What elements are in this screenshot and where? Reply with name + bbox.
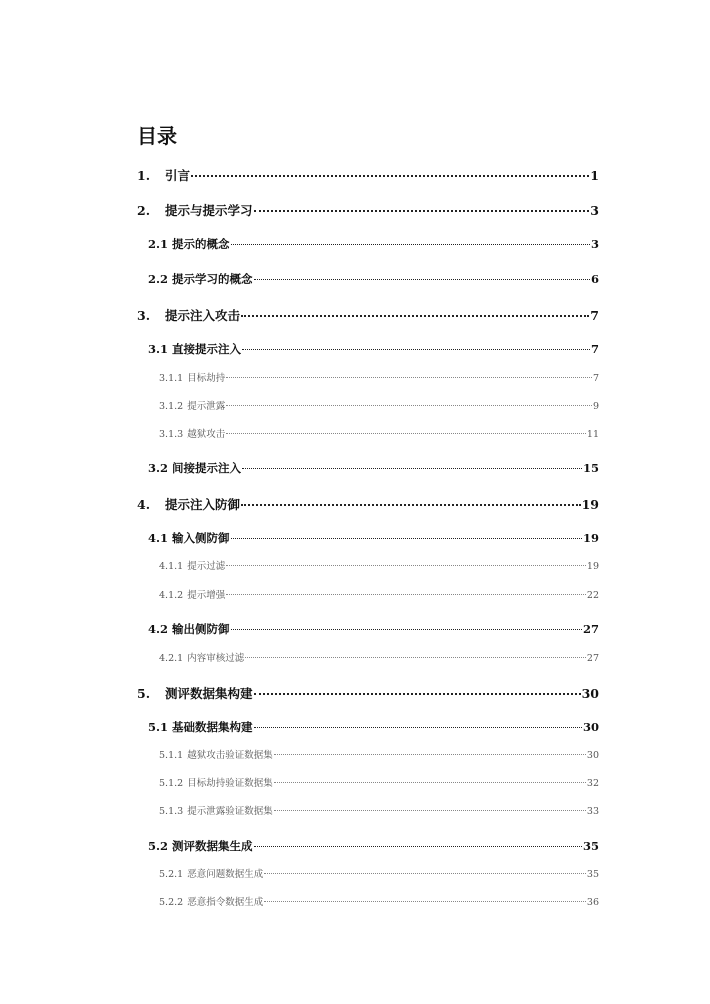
toc-entry-number: 4.2.1 (159, 653, 184, 664)
toc-entry-number: 4. (137, 497, 151, 512)
toc-entry[interactable] (0, 803, 710, 817)
toc-entry-label: 提示泄露验证数据集 (187, 806, 273, 817)
toc-entry-number: 5.1 (148, 720, 169, 734)
toc-entry-number: 3.1 (148, 342, 169, 356)
toc-entry-label: 目标劫持验证数据集 (187, 778, 273, 789)
toc-leader-dots (242, 467, 582, 469)
toc-entry[interactable] (0, 894, 710, 908)
toc-leader-dots (274, 809, 586, 811)
toc-leader-dots (254, 692, 581, 695)
toc-entry[interactable] (0, 747, 710, 761)
toc-entry-page: 30 (586, 750, 599, 761)
toc-leader-dots (254, 278, 590, 280)
toc-entry-label: 提示过滤 (187, 561, 226, 572)
toc-entry[interactable] (0, 341, 710, 357)
toc-entry-page: 9 (592, 401, 599, 412)
toc-entry-page: 15 (582, 461, 599, 475)
toc-entry[interactable] (0, 166, 710, 184)
toc-entry-label: 输出侧防御 (172, 622, 230, 636)
toc-entry[interactable] (0, 201, 710, 219)
toc-leader-dots (274, 753, 586, 755)
toc-entry-page: 35 (582, 839, 599, 853)
toc-entry[interactable] (0, 426, 710, 440)
toc-entry-label: 输入侧防御 (172, 531, 230, 545)
toc-leader-dots (231, 628, 582, 630)
toc-entry-label: 越狱攻击 (187, 429, 226, 440)
toc-entry-number: 3.1.3 (159, 429, 184, 440)
toc-entry[interactable] (0, 838, 710, 854)
toc-entry[interactable] (0, 775, 710, 789)
toc-entry-label: 目标劫持 (187, 373, 226, 384)
toc-entry-number: 5.2.1 (159, 869, 184, 880)
toc-leader-dots (231, 537, 582, 539)
toc-entry-number: 5.1.1 (159, 750, 184, 761)
toc-leader-dots (226, 593, 586, 595)
toc-entry-number: 3.2 (148, 461, 169, 475)
toc-entry-label: 提示的概念 (172, 237, 230, 251)
toc-entry-label: 引言 (165, 168, 191, 183)
toc-leader-dots (241, 314, 589, 317)
toc-entry[interactable] (0, 684, 710, 702)
toc-entry-number: 1. (137, 168, 151, 183)
toc-entry[interactable] (0, 719, 710, 735)
toc-entry[interactable] (0, 398, 710, 412)
toc-leader-dots (274, 781, 586, 783)
toc-entry-number: 4.1.2 (159, 590, 184, 601)
toc-leader-dots (254, 726, 582, 728)
toc-entry[interactable] (0, 495, 710, 513)
toc-entry-label: 恶意指令数据生成 (187, 897, 264, 908)
toc-entry-page: 35 (586, 869, 599, 880)
toc-entry-label: 基础数据集构建 (172, 720, 253, 734)
page-title: 目录 (137, 124, 177, 148)
toc-entry-label: 恶意问题数据生成 (187, 869, 264, 880)
toc-entry-number: 5.1.2 (159, 778, 184, 789)
toc-entry-label: 提示增强 (187, 590, 226, 601)
toc-entry-number: 5.2.2 (159, 897, 184, 908)
toc-entry-number: 4.1 (148, 531, 169, 545)
toc-entry-page: 22 (586, 590, 599, 601)
toc-entry[interactable] (0, 530, 710, 546)
toc-entry-page: 36 (586, 897, 599, 908)
toc-entry-number: 3. (137, 308, 151, 323)
toc-entry-label: 提示泄露 (187, 401, 226, 412)
toc-leader-dots (242, 348, 590, 350)
toc-leader-dots (226, 432, 586, 434)
toc-entry-number: 5. (137, 686, 151, 701)
toc-entry-label: 直接提示注入 (172, 342, 242, 356)
toc-entry-page: 3 (590, 203, 599, 218)
toc-entry[interactable] (0, 236, 710, 252)
toc-entry-page: 30 (581, 686, 599, 701)
toc-entry[interactable] (0, 370, 710, 384)
toc-entry-label: 内容审核过滤 (187, 653, 245, 664)
toc-entry-page: 11 (586, 429, 599, 440)
toc-entry[interactable] (0, 650, 710, 664)
toc-entry-label: 间接提示注入 (172, 461, 242, 475)
toc-entry[interactable] (0, 558, 710, 572)
toc-entry-label: 测评数据集构建 (165, 686, 253, 701)
toc-entry[interactable] (0, 587, 710, 601)
toc-entry[interactable] (0, 866, 710, 880)
toc-leader-dots (264, 872, 586, 874)
toc-entry-page: 27 (582, 622, 599, 636)
toc-leader-dots (245, 656, 586, 658)
toc-leader-dots (231, 243, 590, 245)
toc-entry-number: 2. (137, 203, 151, 218)
toc-entry-page: 7 (590, 342, 599, 356)
toc-entry-number: 5.2 (148, 839, 169, 853)
toc-entry-label: 提示与提示学习 (165, 203, 253, 218)
toc-leader-dots (191, 174, 589, 177)
toc-entry-page: 6 (590, 272, 599, 286)
toc-entry-page: 1 (590, 168, 599, 183)
toc-leader-dots (226, 404, 592, 406)
toc-entry-page: 19 (586, 561, 599, 572)
toc-entry-label: 提示注入攻击 (165, 308, 241, 323)
toc-entry[interactable] (0, 271, 710, 287)
toc-entry-page: 33 (586, 806, 599, 817)
toc-entry-page: 19 (582, 531, 599, 545)
toc-entry-label: 提示注入防御 (165, 497, 241, 512)
toc-entry-page: 32 (586, 778, 599, 789)
toc-entry-number: 2.2 (148, 272, 169, 286)
toc-leader-dots (226, 564, 586, 566)
toc-entry-number: 2.1 (148, 237, 169, 251)
toc-entry-label: 越狱攻击验证数据集 (187, 750, 273, 761)
toc-leader-dots (226, 376, 592, 378)
toc-entry-number: 3.1.1 (159, 373, 184, 384)
toc-entry[interactable] (0, 621, 710, 637)
toc-entry-page: 7 (590, 308, 599, 323)
toc-leader-dots (254, 845, 582, 847)
toc-entry-number: 5.1.3 (159, 806, 184, 817)
toc-entry-page: 7 (592, 373, 599, 384)
toc-entry-page: 3 (590, 237, 599, 251)
toc-entry[interactable] (0, 460, 710, 476)
toc-entry-number: 4.2 (148, 622, 169, 636)
toc-leader-dots (241, 503, 581, 506)
toc-entry[interactable] (0, 306, 710, 324)
toc-entry-number: 3.1.2 (159, 401, 184, 412)
toc-entry-label: 测评数据集生成 (172, 839, 253, 853)
toc-leader-dots (264, 900, 586, 902)
toc-entry-label: 提示学习的概念 (172, 272, 253, 286)
toc-entry-page: 30 (582, 720, 599, 734)
toc-leader-dots (254, 209, 590, 212)
toc-entry-number: 4.1.1 (159, 561, 184, 572)
toc-entry-page: 19 (581, 497, 599, 512)
toc-entry-page: 27 (586, 653, 599, 664)
